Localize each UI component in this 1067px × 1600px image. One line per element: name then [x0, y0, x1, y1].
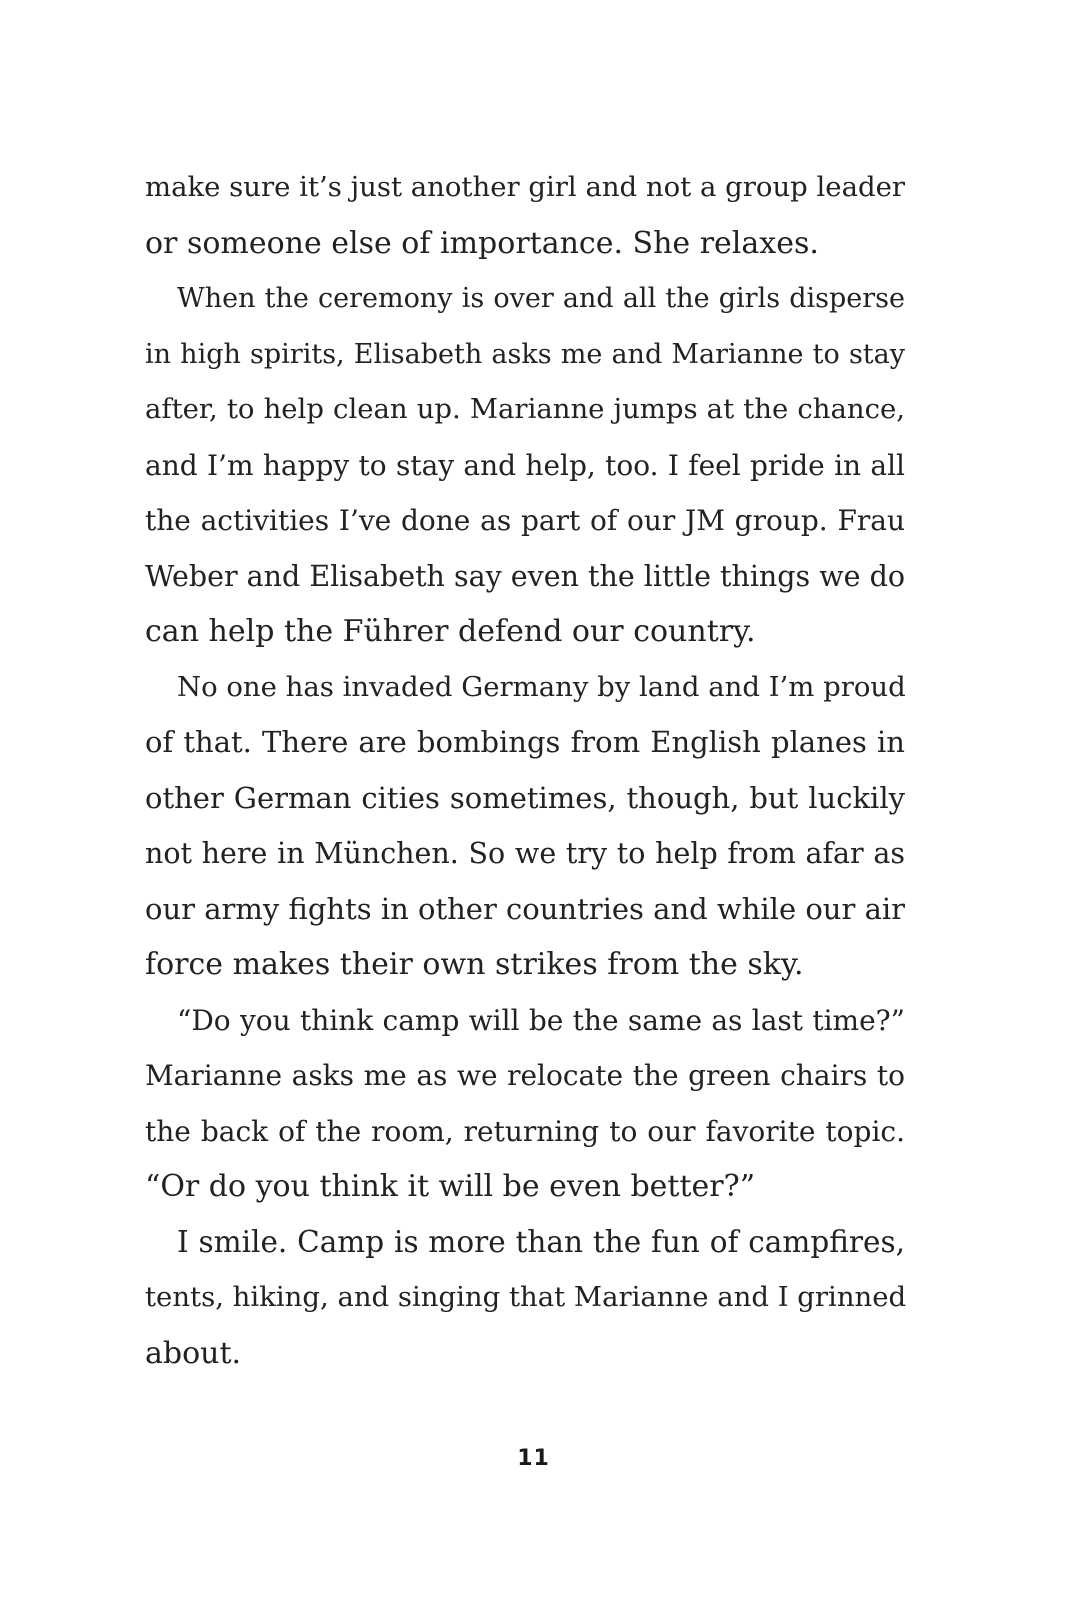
paragraph-start-line: No one has invaded Germany by land and I’m proud — [177, 670, 906, 703]
text-line: can help the Führer defend our country. — [145, 614, 756, 649]
text-line: other German cities sometimes, though, but luckily — [145, 780, 905, 815]
paragraph-start-line: I smile. Camp is more than the fun of campfires, — [177, 1224, 905, 1259]
text-line: Marianne asks me as we relocate the green chairs to — [145, 1059, 905, 1092]
body-text — [145, 160, 905, 1381]
text-line: force makes their own strikes from the sky. — [145, 947, 804, 982]
page-number: 11 — [517, 1446, 550, 1471]
paragraph-start-line: “Do you think camp will be the same as last time?” — [177, 1003, 905, 1037]
text-line: after, to help clean up. Marianne jumps at the chance, — [145, 393, 905, 425]
text-line: about. — [145, 1335, 242, 1371]
text-line: Weber and Elisabeth say even the little things we do — [145, 559, 905, 593]
text-line: and I’m happy to stay and help, too. I feel pride in all — [145, 448, 905, 482]
text-line: or someone else of importance. She relaxes. — [145, 225, 819, 261]
text-line: tents, hiking, and singing that Marianne and I grinned — [145, 1281, 907, 1313]
text-line: make sure it’s just another girl and not a group leader — [145, 171, 905, 203]
text-line: the activities I’ve done as part of our JM group. Frau — [145, 504, 905, 537]
text-line: “Or do you think it will be even better?” — [145, 1169, 756, 1204]
text-line: of that. There are bombings from English planes in — [145, 725, 905, 759]
text-line: in high spirits, Elisabeth asks me and Marianne to stay — [145, 338, 905, 370]
text-line: the back of the room, returning to our favorite topic. — [145, 1114, 905, 1148]
text-line: our army fights in other countries and while our air — [145, 891, 905, 926]
text-line: not here in München. So we try to help from afar as — [145, 837, 905, 870]
paragraph-start-line: When the ceremony is over and all the girls disperse — [177, 283, 905, 314]
